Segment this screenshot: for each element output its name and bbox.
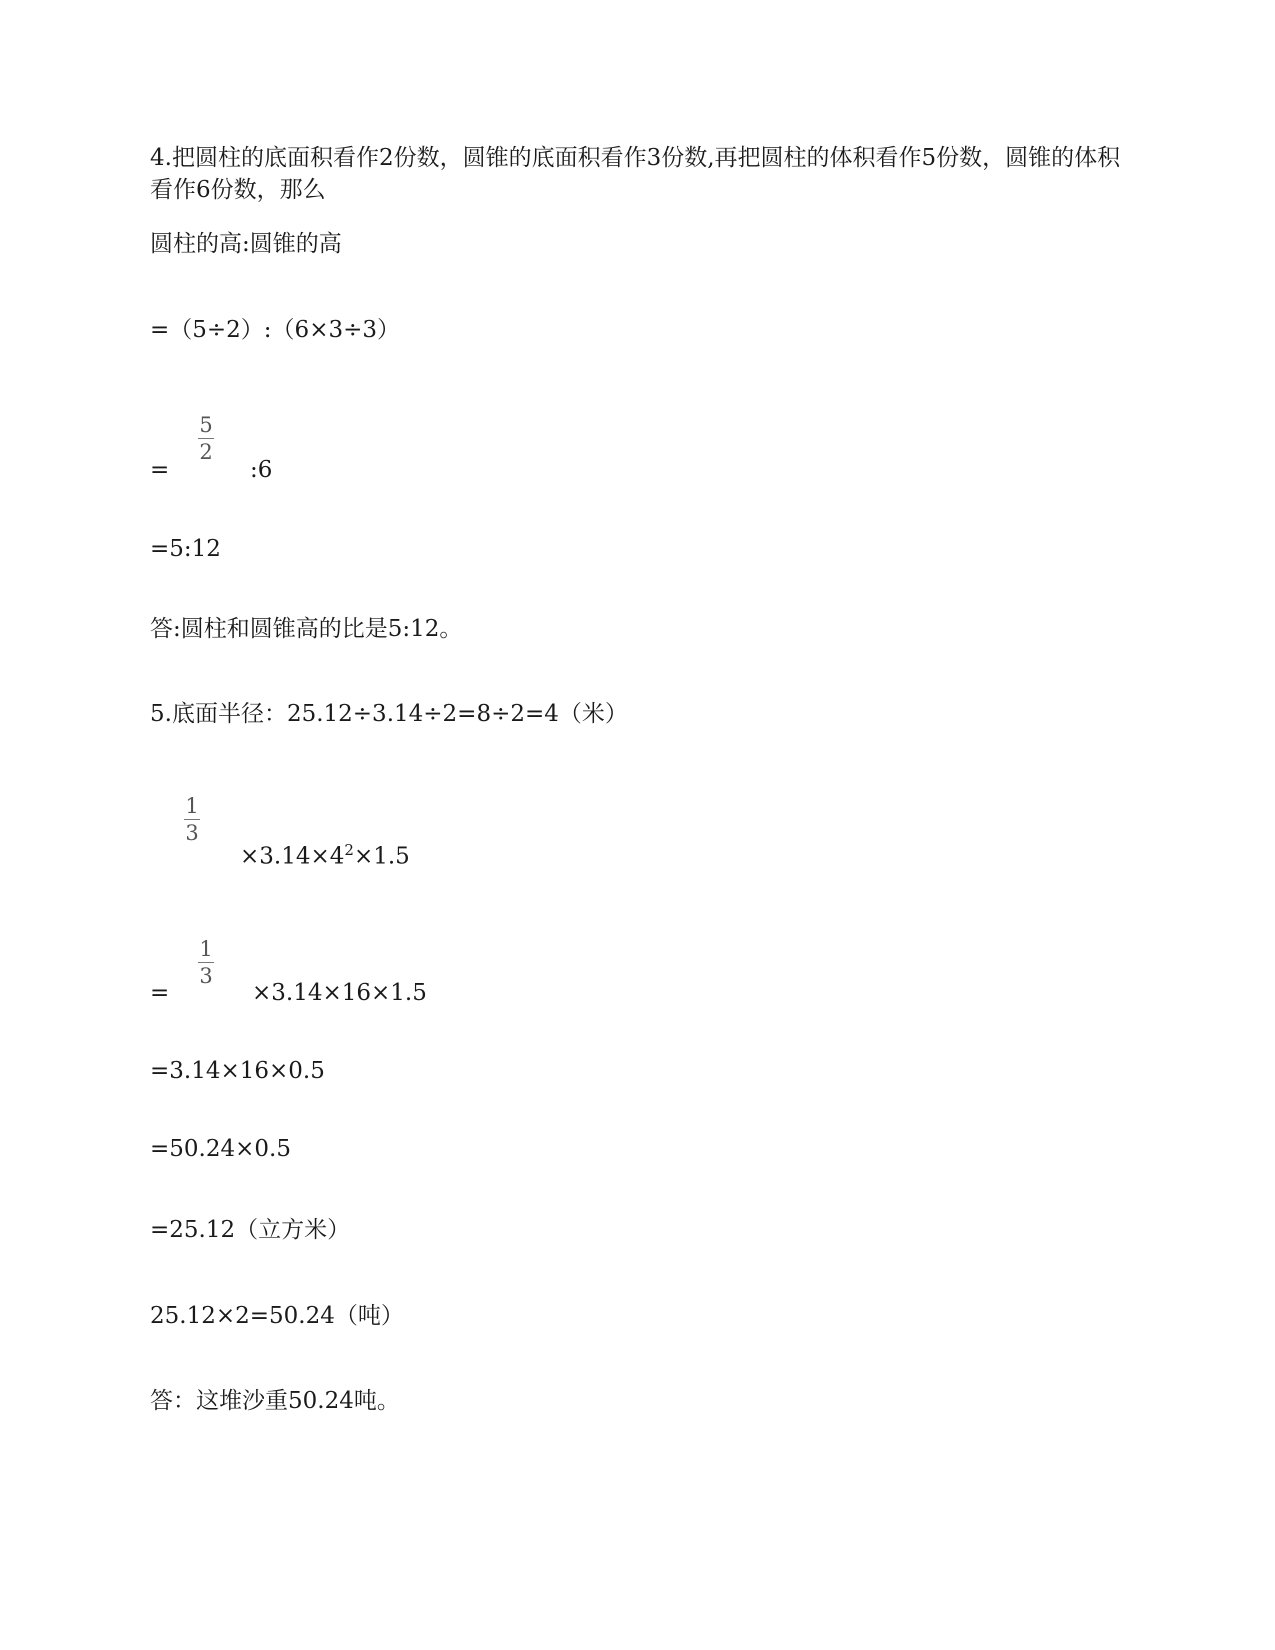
q4-step3: =5:12 bbox=[150, 536, 221, 562]
q5-step4: =50.24×0.5 bbox=[150, 1136, 291, 1162]
q4-step2-rest: :6 bbox=[250, 457, 273, 483]
q4-step2-eq: = bbox=[150, 457, 170, 483]
fraction-numerator: 1 bbox=[199, 937, 213, 961]
q5-step2-fraction bbox=[198, 938, 214, 987]
fraction-bar bbox=[184, 819, 200, 820]
fraction-bar bbox=[198, 438, 214, 439]
q5-step5: =25.12（立方米） bbox=[150, 1217, 351, 1243]
q5-volume-fraction bbox=[184, 795, 200, 844]
q5-step2-rest: ×3.14×16×1.5 bbox=[252, 980, 427, 1006]
q5-answer: 答：这堆沙重50.24吨。 bbox=[150, 1388, 400, 1414]
q5-volume-expression bbox=[240, 834, 410, 873]
q4-step1: =（5÷2）:（6×3÷3） bbox=[150, 317, 401, 343]
volume-expression-part: ×3.14×4 bbox=[240, 843, 345, 870]
q5-step2-eq: = bbox=[150, 980, 170, 1006]
q5-weight: 25.12×2=50.24（吨） bbox=[150, 1303, 404, 1329]
q4-ratio-label: 圆柱的高:圆锥的高 bbox=[150, 231, 342, 257]
q5-radius: 5.底面半径：25.12÷3.14÷2=8÷2=4（米） bbox=[150, 701, 628, 727]
q4-answer: 答:圆柱和圆锥高的比是5:12。 bbox=[150, 616, 463, 642]
volume-expression-part: ×1.5 bbox=[353, 843, 410, 870]
fraction-numerator: 5 bbox=[199, 413, 213, 437]
fraction-numerator: 1 bbox=[185, 794, 199, 818]
q4-intro: 4.把圆柱的底面积看作2份数，圆锥的底面积看作3份数,再把圆柱的体积看作5份数，圆锥的体积看作6份数，那么 bbox=[150, 145, 1121, 203]
fraction-denominator: 3 bbox=[185, 821, 199, 845]
exponent: 2 bbox=[344, 841, 354, 859]
q5-step3: =3.14×16×0.5 bbox=[150, 1058, 325, 1084]
fraction-denominator: 2 bbox=[199, 440, 213, 464]
fraction-denominator: 3 bbox=[199, 964, 213, 988]
fraction-bar bbox=[198, 962, 214, 963]
q4-step2-fraction bbox=[198, 414, 214, 463]
